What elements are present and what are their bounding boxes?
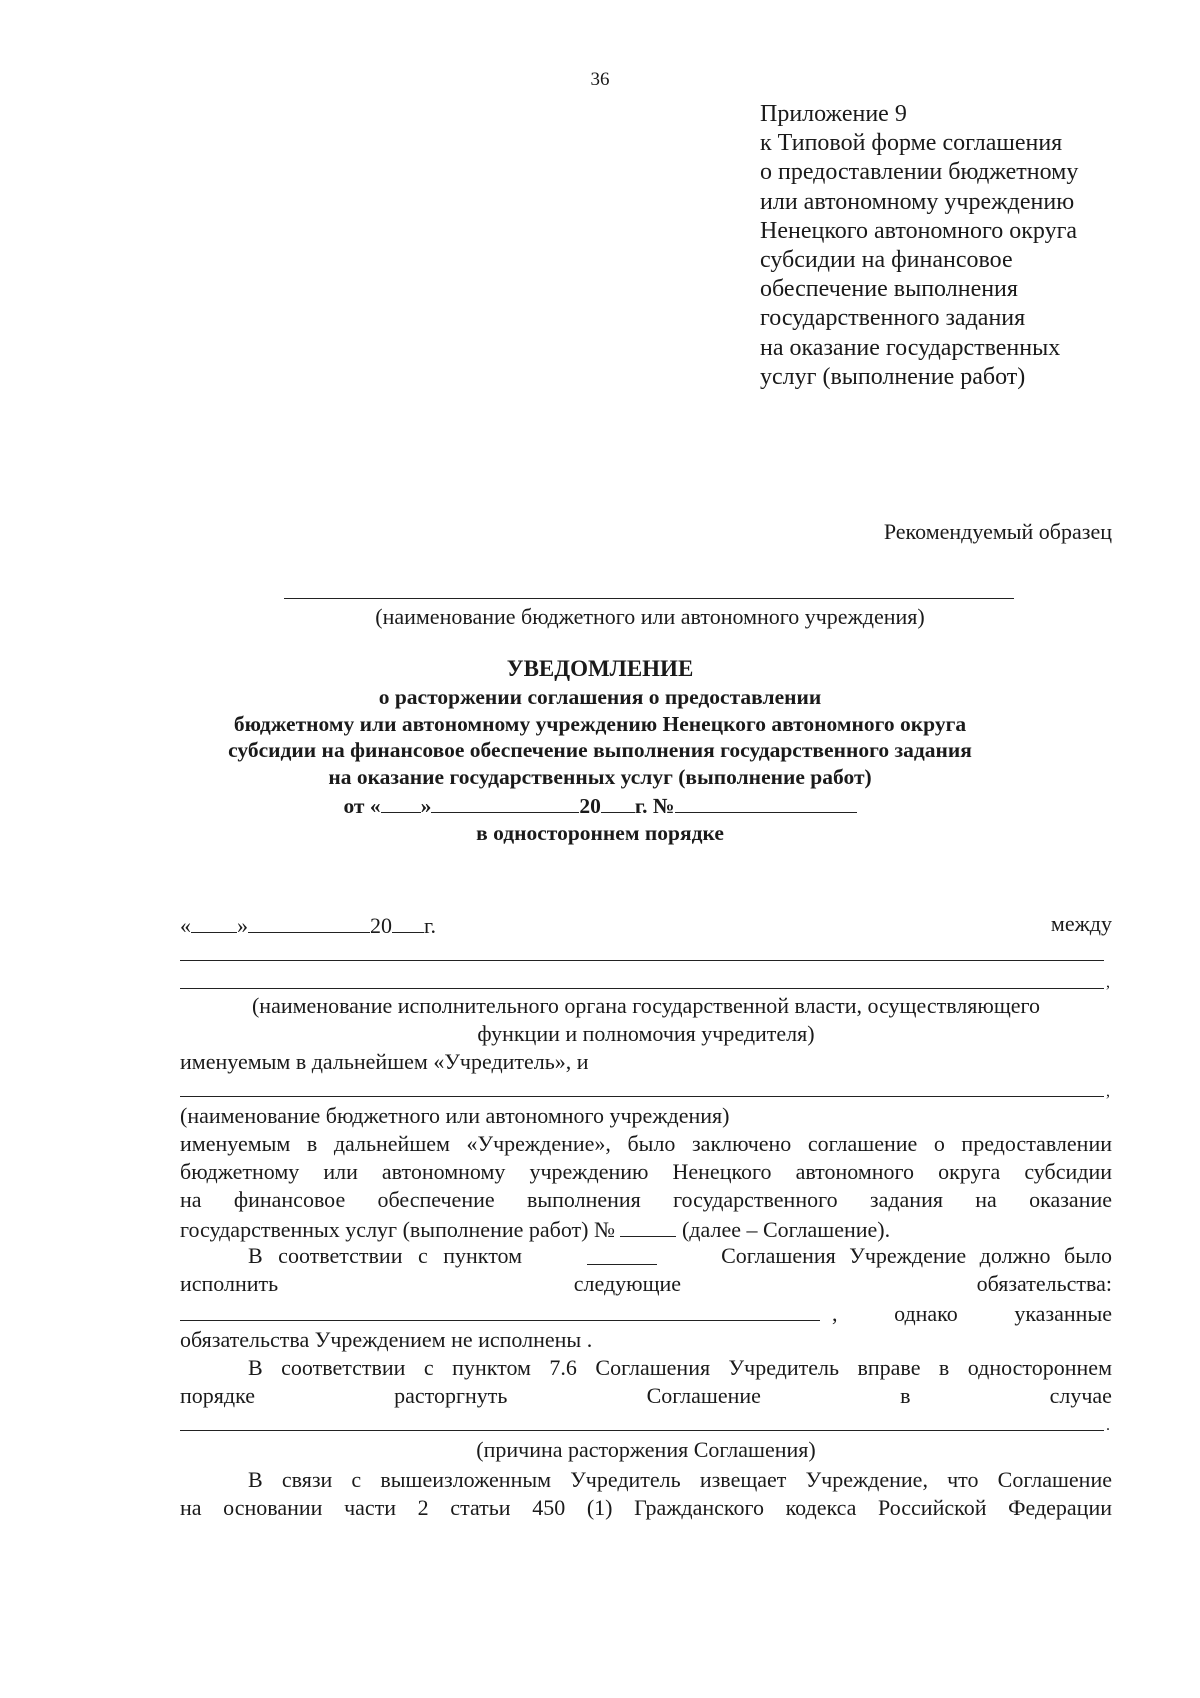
word: расторгнуть — [394, 1383, 508, 1408]
appendix-line: о предоставлении бюджетному — [760, 159, 1079, 186]
appendix-line: к Типовой форме соглашения — [760, 130, 1063, 157]
between-word: между — [1050, 911, 1112, 936]
founder-name-line — [180, 988, 1104, 989]
period-mark: . — [1106, 1417, 1110, 1434]
paragraph-line: на финансовое обеспечение выполнения государственного задания на оказание — [180, 1187, 1112, 1212]
appendix-line: государственного задания — [760, 305, 1026, 332]
paragraph-line: В связи с вышеизложенным Учредитель извещает Учреждение, что Соглашение — [248, 1467, 1112, 1492]
day-blank — [191, 910, 237, 933]
appendix-line: услуг (выполнение работ) — [760, 363, 1026, 390]
paragraph-line — [180, 1298, 1112, 1328]
agreement-date-row — [180, 910, 1112, 940]
month-blank — [248, 910, 370, 933]
notice-title-line: в одностороннем порядке — [476, 820, 724, 845]
word: случае — [1049, 1383, 1112, 1408]
paragraph-line — [180, 1214, 1112, 1244]
founder-named-text: именуемым в дальнейшем «Учредитель», и — [180, 1049, 589, 1074]
word: указанные — [1014, 1301, 1112, 1326]
word: в — [900, 1383, 911, 1408]
clause-number-blank — [587, 1242, 657, 1265]
agreement-number-blank — [620, 1214, 676, 1237]
notice-title — [180, 654, 1020, 846]
notice-title-line: субсидии на финансовое обеспечение выполнения государственного задания — [228, 738, 972, 762]
appendix-line: Приложение 9 — [760, 101, 907, 127]
year-prefix: 20 — [579, 794, 601, 818]
date-open-quote: « — [180, 913, 191, 938]
founder-caption-line: функции и полномочия учредителя) — [477, 1021, 815, 1046]
day-blank — [381, 790, 421, 813]
notice-title-main: УВЕДОМЛЕНИЕ — [506, 656, 694, 681]
hereinafter-text: (далее – Соглашение). — [681, 1217, 891, 1242]
reason-line — [180, 1430, 1104, 1431]
appendix-line: на оказание государственных — [760, 334, 1061, 361]
year-prefix: 20 — [370, 913, 392, 938]
notice-title-line: бюджетному или автономному учреждению Ненецкого автономного округа — [233, 711, 967, 736]
paragraph-line: В соответствии с пунктом 7.6 Соглашения Учредитель вправе в одностороннем — [248, 1355, 1112, 1380]
word: следующие — [573, 1271, 682, 1296]
page-number: 36 — [590, 69, 610, 90]
notice-title-line: на оказание государственных услуг (выполнение работ) — [328, 764, 872, 789]
year-suffix: г. — [424, 913, 437, 938]
word: однако — [894, 1301, 958, 1326]
appendix-line: обеспечение выполнения — [760, 276, 1018, 303]
paragraph-line: на основании части 2 статьи 450 (1) Гражданского кодекса Российской Федерации — [180, 1495, 1112, 1520]
paragraph-line — [180, 1382, 1112, 1410]
institution-name-line — [284, 598, 1014, 599]
month-blank — [431, 790, 579, 813]
appendix-line: или автономному учреждению — [760, 188, 1075, 215]
appendix-line: субсидии на финансовое — [760, 247, 1013, 274]
word: порядке — [180, 1383, 255, 1408]
date-from-label: от « — [343, 794, 381, 818]
comma-mark: , — [1106, 974, 1110, 991]
paragraph-line: обязательства Учреждением не исполнены . — [180, 1327, 593, 1352]
paragraph-line — [180, 1270, 1112, 1298]
notice-date-line — [180, 790, 1020, 820]
paragraph-line: бюджетному или автономному учреждению Ненецкого автономного округа субсидии — [180, 1159, 1112, 1184]
paragraph-line — [248, 1242, 1112, 1270]
word: обязательства: — [976, 1271, 1112, 1296]
founder-name-line — [180, 960, 1104, 961]
number-label: г. № — [634, 794, 675, 818]
institution-line — [180, 1096, 1104, 1097]
appendix-line: Ненецкого автономного округа — [760, 217, 1078, 244]
recommended-sample-label: Рекомендуемый образец — [883, 519, 1112, 544]
founder-caption-line: (наименование исполнительного органа государственной власти, осуществляющего — [251, 993, 1041, 1018]
comma-mark: , — [832, 1301, 838, 1326]
number-blank — [675, 790, 857, 813]
year-blank — [601, 790, 635, 813]
paragraph-line: именуемым в дальнейшем «Учреждение», было заключено соглашение о предоставлении — [180, 1131, 1112, 1156]
institution-name-caption: (наименование бюджетного или автономного учреждения) — [375, 604, 925, 629]
comma-mark: , — [1106, 1083, 1110, 1100]
year-blank — [392, 910, 424, 933]
word: Соглашение — [646, 1383, 761, 1408]
notice-title-line: о расторжении соглашения о предоставлении — [378, 685, 822, 709]
clause-label: В соответствии с пунктом — [248, 1243, 523, 1268]
clause-text: Соглашения Учреждение должно было — [721, 1243, 1112, 1268]
date-close-quote: » — [420, 794, 432, 818]
date-close-quote: » — [237, 913, 248, 938]
agreement-number-label: государственных услуг (выполнение работ) № — [180, 1217, 615, 1242]
institution-caption: (наименование бюджетного или автономного учреждения) — [180, 1103, 730, 1128]
word: исполнить — [180, 1271, 279, 1296]
reason-caption: (причина расторжения Соглашения) — [476, 1437, 816, 1462]
appendix-header — [760, 100, 1078, 392]
obligations-blank — [180, 1298, 820, 1321]
founder-caption — [180, 992, 1112, 1048]
